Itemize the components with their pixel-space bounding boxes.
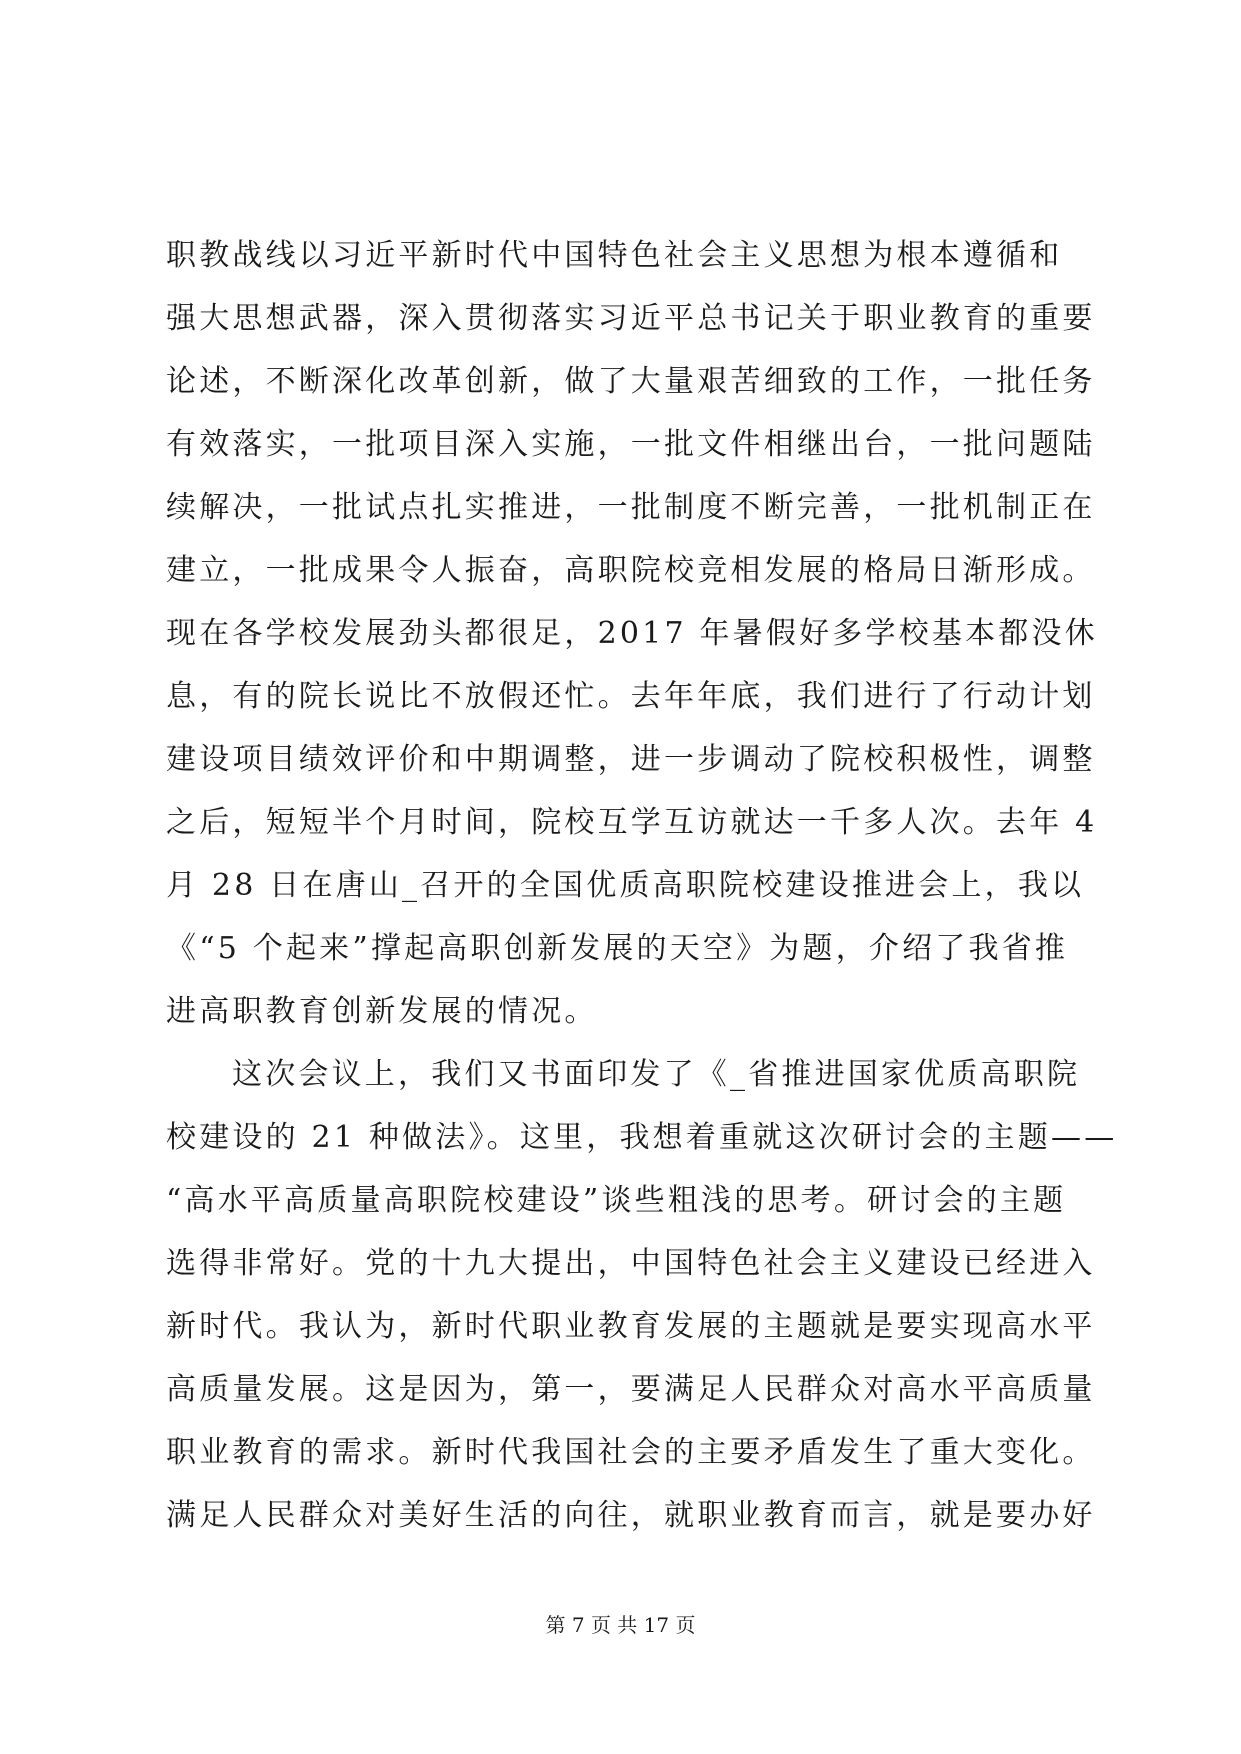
text-line: 建立，一批成果令人振奋，高职院校竞相发展的格局日渐形成。 (166, 553, 1096, 588)
paragraph-start-line: 这次会议上，我们又书面印发了《_省推进国家优质高职院 (232, 1057, 1081, 1092)
text-line: 进高职教育创新发展的情况。 (166, 994, 598, 1029)
text-line: 论述，不断深化改革创新，做了大量艰苦细致的工作，一批任务 (166, 364, 1096, 399)
text-line: 月 28 日在唐山_召开的全国优质高职院校建设推进会上，我以 (166, 868, 1085, 903)
text-line: 高质量发展。这是因为，第一，要满足人民群众对高水平高质量 (166, 1372, 1096, 1407)
text-line: 建设项目绩效评价和中期调整，进一步调动了院校积极性，调整 (166, 742, 1096, 777)
text-line: “高水平高质量高职院校建设”谈些粗浅的思考。研讨会的主题 (166, 1183, 1067, 1218)
text-line: 职业教育的需求。新时代我国社会的主要矛盾发生了重大变化。 (166, 1435, 1096, 1470)
text-line: 息，有的院长说比不放假还忙。去年年底，我们进行了行动计划 (166, 679, 1096, 714)
text-line: 之后，短短半个月时间，院校互学互访就达一千多人次。去年 4 (166, 805, 1098, 840)
document-body (166, 224, 1118, 1547)
text-line: 校建设的 21 种做法》。这里，我想着重就这次研讨会的主题—— (166, 1120, 1118, 1155)
text-line: 职教战线以习近平新时代中国特色社会主义思想为根本遵循和 (166, 238, 1063, 273)
text-line: 现在各学校发展劲头都很足，2017 年暑假好多学校基本都没休 (166, 616, 1098, 651)
text-line: 选得非常好。党的十九大提出，中国特色社会主义建设已经进入 (166, 1246, 1096, 1281)
text-line: 新时代。我认为，新时代职业教育发展的主题就是要实现高水平 (166, 1309, 1096, 1344)
text-line: 续解决，一批试点扎实推进，一批制度不断完善，一批机制正在 (166, 490, 1096, 525)
text-line: 《“5 个起来”撑起高职创新发展的天空》为题，介绍了我省推 (166, 931, 1069, 966)
text-line: 满足人民群众对美好生活的向往，就职业教育而言，就是要办好 (166, 1498, 1096, 1533)
text-line: 有效落实，一批项目深入实施，一批文件相继出台，一批问题陆 (166, 427, 1096, 462)
text-line: 强大思想武器，深入贯彻落实习近平总书记关于职业教育的重要 (166, 301, 1096, 336)
page-number-footer: 第 7 页 共 17 页 (545, 1613, 696, 1637)
